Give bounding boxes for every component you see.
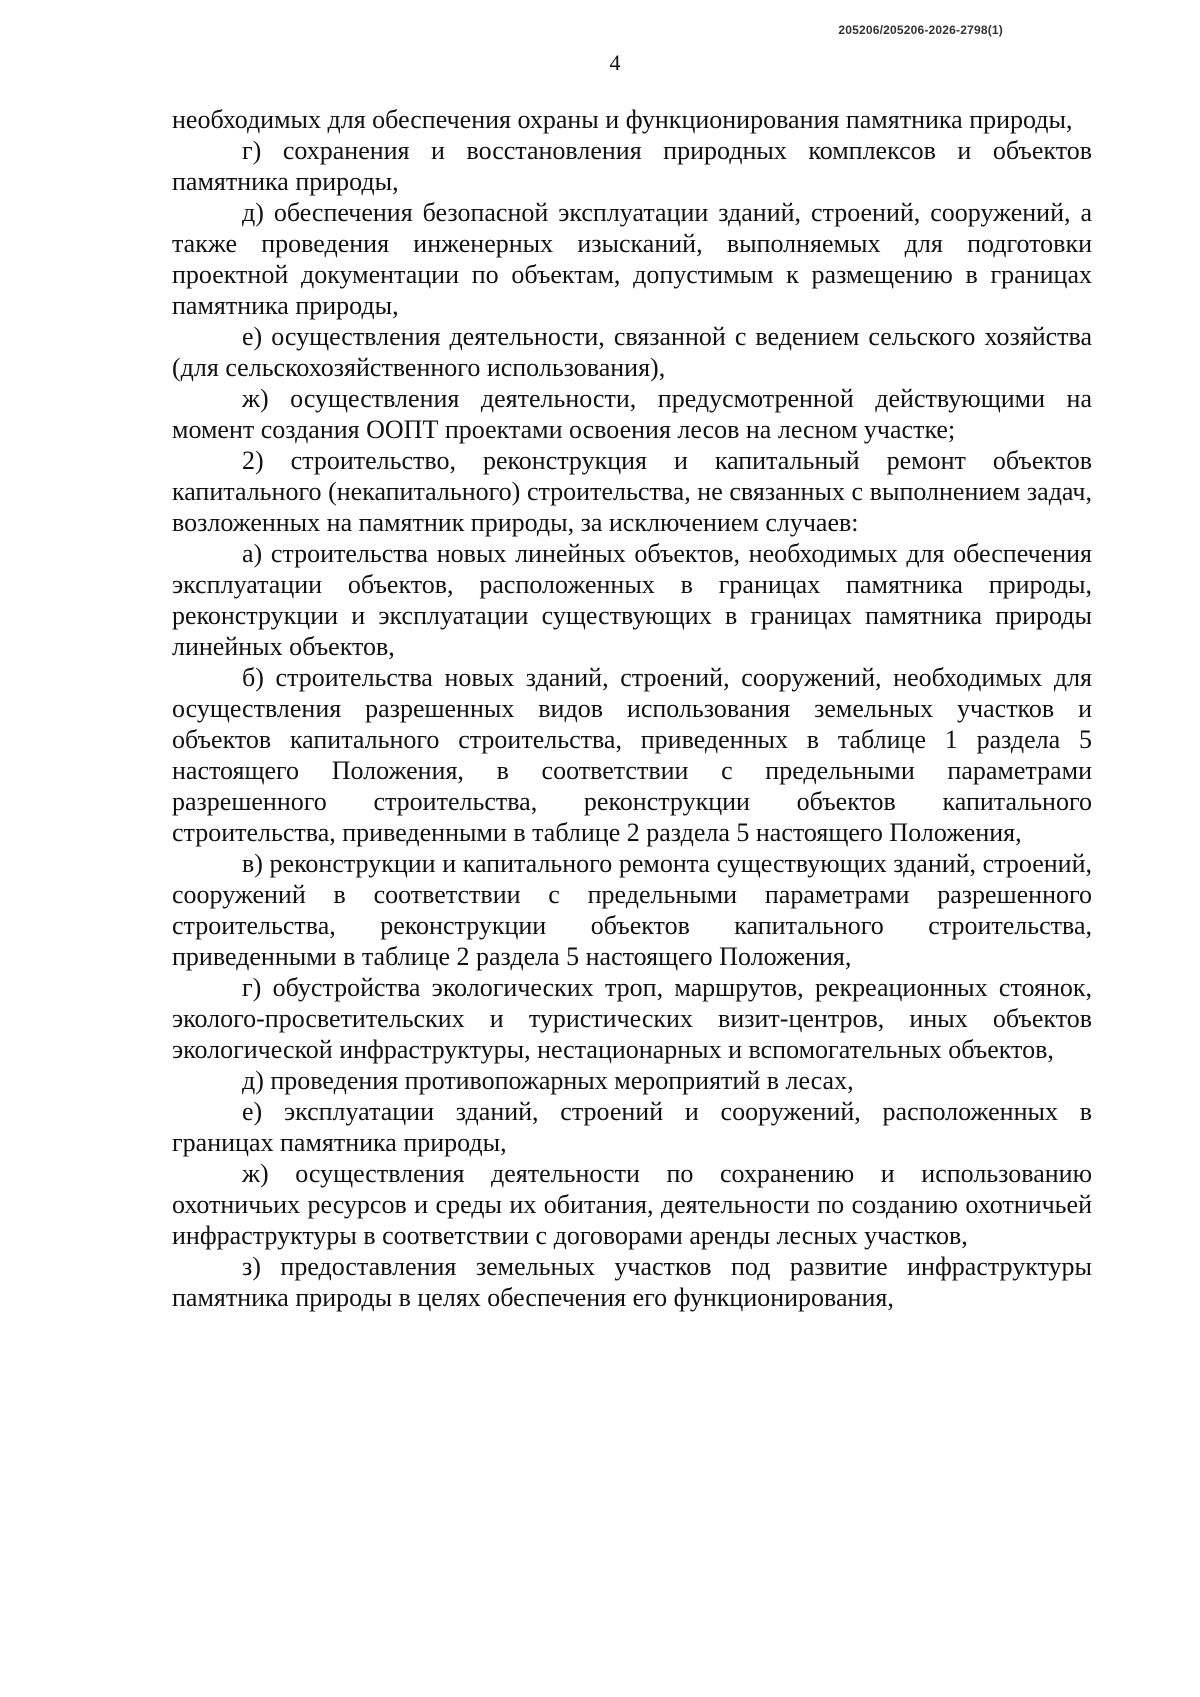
paragraph-item-b: б) строительства новых зданий, строений, сооружений, необходимых для осуществления разрешенных видов использования земельных участков и объектов капитального строительства, приведенных в таблице 1 раздела 5 настоящего Положения, в соответствии с предельными параметрами разрешенного строительства, реконструкции объектов капитального строительства, приведенными в таблице 2 раздела 5 настоящего Положения, [172,663,1092,847]
paragraph-item-zh2: ж) осуществления деятельности по сохранению и использованию охотничьих ресурсов и среды их обитания, деятельности по созданию охотничьей инфраструктуры в соответствии с договорами аренды лесных участков, [172,1159,1092,1250]
paragraph-item-z: з) предоставления земельных участков под развитие инфраструктуры памятника природы в целях обеспечения его функционирования, [172,1252,1092,1312]
paragraph-item-v: в) реконструкции и капитального ремонта существующих зданий, строений, сооружений в соответствии с предельными параметрами разрешенного строительства, реконструкции объектов капитального строительства, приведенными в таблице 2 раздела 5 настоящего Положения, [172,849,1092,971]
paragraph-continuation: необходимых для обеспечения охраны и функционирования памятника природы, [172,105,1073,134]
paragraph-item-g: г) сохранения и восстановления природных комплексов и объектов памятника природы, [172,136,1092,196]
paragraph-item-e2: е) эксплуатации зданий, строений и сооружений, расположенных в границах памятника природы, [172,1097,1092,1157]
document-body [172,104,1092,1313]
document-registration-number: 205206/205206-2026-2798(1) [838,23,1003,37]
page-number: 4 [609,50,621,75]
paragraph-item-d: д) обеспечения безопасной эксплуатации зданий, строений, сооружений, а также проведения инженерных изысканий, выполняемых для подготовки проектной документации по объектам, допустимым к размещению в границах памятника природы, [172,198,1092,320]
paragraph-item-g2: г) обустройства экологических троп, маршрутов, рекреационных стоянок, эколого-просветительских и туристических визит-центров, иных объектов экологической инфраструктуры, нестационарных и вспомогательных объектов, [172,973,1092,1064]
paragraph-item-a: а) строительства новых линейных объектов, необходимых для обеспечения эксплуатации объектов, расположенных в границах памятника природы, реконструкции и эксплуатации существующих в границах памятника природы линейных объектов, [172,539,1092,661]
paragraph-item-2: 2) строительство, реконструкция и капитальный ремонт объектов капитального (некапитального) строительства, не связанных с выполнением задач, возложенных на памятник природы, за исключением случаев: [172,446,1092,537]
paragraph-item-zh: ж) осуществления деятельности, предусмотренной действующими на момент создания ООПТ проектами освоения лесов на лесном участке; [172,384,1092,444]
paragraph-item-d2: д) проведения противопожарных мероприятий в лесах, [242,1066,854,1095]
paragraph-item-e: е) осуществления деятельности, связанной с ведением сельского хозяйства (для сельскохозяйственного использования), [172,322,1092,382]
